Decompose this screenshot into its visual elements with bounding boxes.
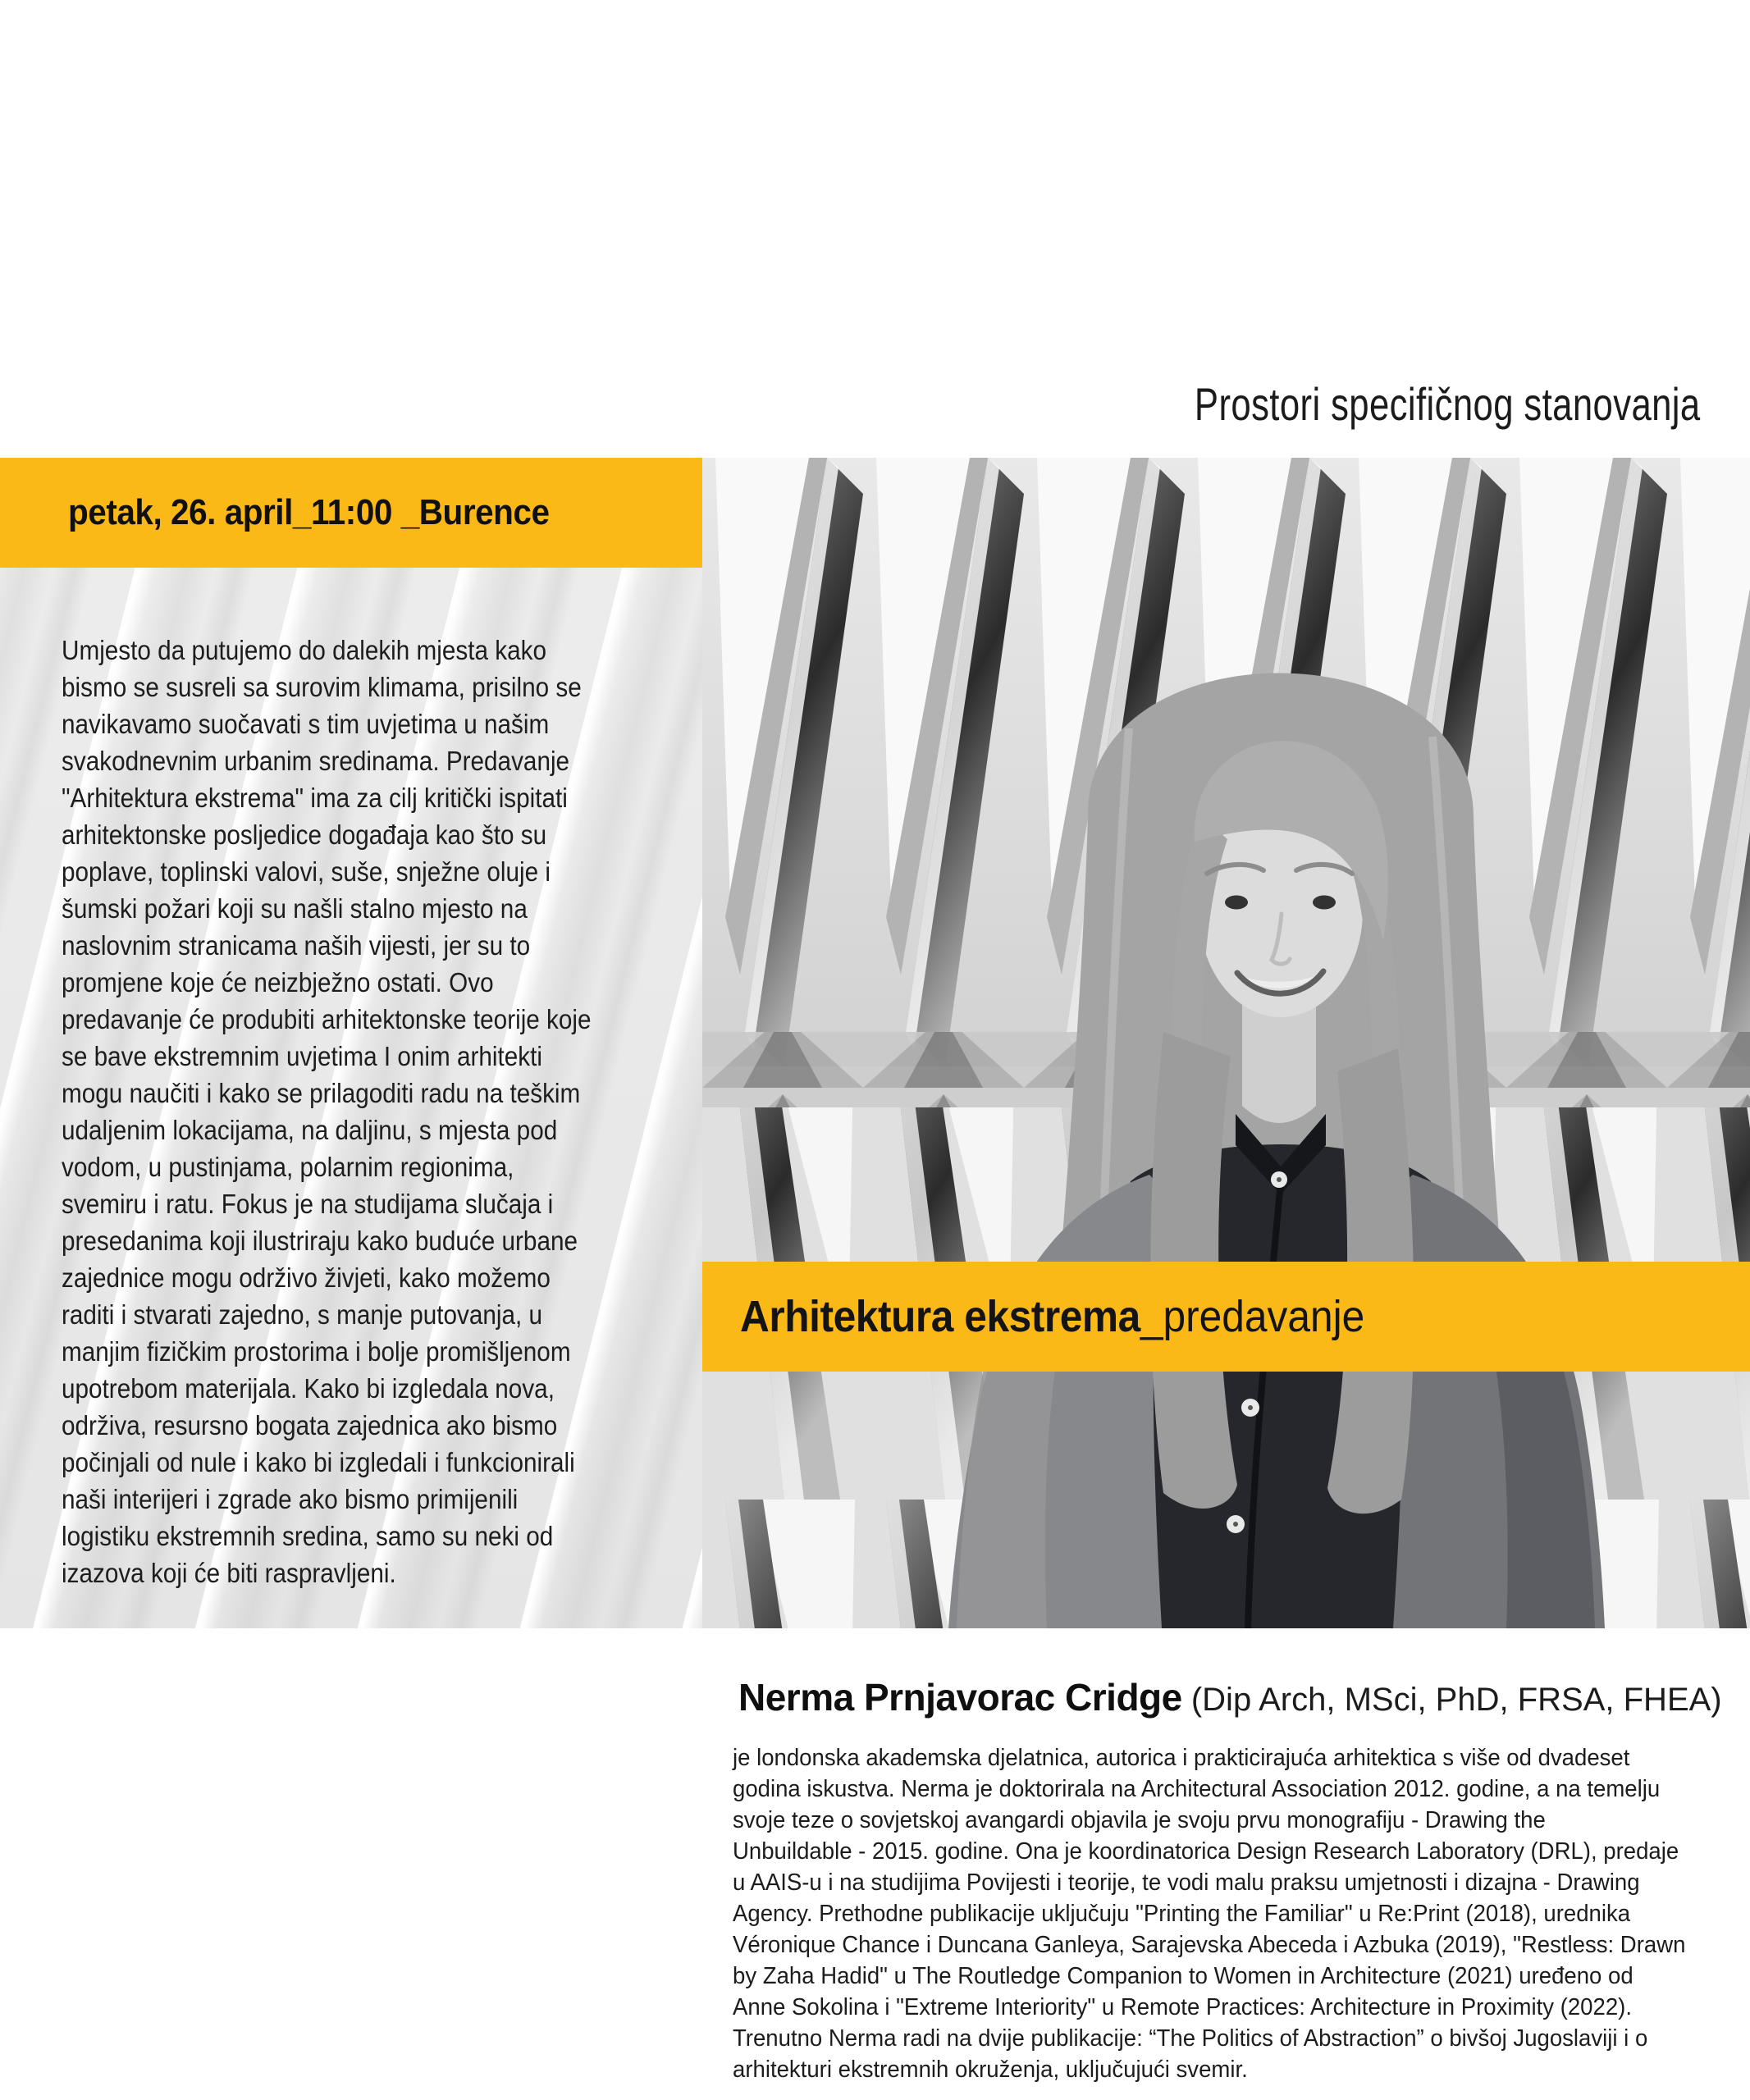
speaker-photo [702,458,1750,1628]
text-line: poplave, toplinski valovi, suše, snježne oluje i [62,856,551,887]
speaker-heading [738,1675,1722,1719]
text-line: svakodnevnim urbanim sredinama. Predavanje [62,746,570,776]
text-line: arhitektonske posljedice događaja kao što su [62,819,547,850]
text-line: zajednice mogu održivo živjeti, kako možemo [62,1262,551,1293]
text-line: Trenutno Nerma radi na dvije publikacije: “The Politics of Abstraction” o bivšoj Jugoslaviji i o [733,2025,1648,2052]
lecture-title-suffix: _predavanje [1140,1292,1365,1341]
speaker-credentials: (Dip Arch, MSci, PhD, FRSA, FHEA) [1181,1682,1722,1718]
lecture-title-band [702,1262,1750,1372]
text-line: izazova koji će biti raspravljeni. [62,1558,396,1588]
speaker-photo-illustration [702,458,1750,1628]
text-line: naslovnim stranicama naših vijesti, jer su to [62,930,531,961]
text-line: presedanima koji ilustriraju kako buduće urbane [62,1226,578,1256]
text-line: vodom, u pustinjama, polarnim regionima, [62,1152,514,1182]
text-line: "Arhitektura ekstrema" ima za cilj kritički ispitati [62,783,568,813]
speaker-name: Nerma Prnjavorac Cridge [738,1676,1182,1719]
text-line: svemiru i ratu. Fokus je na studijama slučaja i [62,1189,554,1219]
text-line: u AAIS-u i na studijima Povijesti i teorije, te vodi malu praksu umjetnosti i dizajna - Drawing [733,1869,1640,1896]
text-line: održiva, resursno bogata zajednica ako bismo [62,1410,558,1440]
series-title: Prostori specifičnog stanovanja [1195,378,1701,430]
text-line: raditi i stvarati zajedno, s manje putovanja, u [62,1299,543,1330]
text-line: Anne Sokolina i "Extreme Interiority" u Remote Practices: Architecture in Proximity (2022). [733,1994,1632,2020]
text-line: promjene koje će neizbježno ostati. Ovo [62,967,494,998]
text-line: upotrebom materijala. Kako bi izgledala nova, [62,1373,555,1404]
text-line: naši interijeri i zgrade ako bismo primijenili [62,1484,519,1514]
lecture-title [740,1262,1364,1372]
date-banner [0,458,702,568]
text-line: manjim fizičkim prostorima i bolje promišljenom [62,1336,571,1367]
left-column [0,458,702,1628]
text-line: navikavamo suočavati s tim uvjetima u našim [62,709,550,739]
text-line: šumski požari koji su našli stalno mjesto na [62,893,528,924]
text-line: Umjesto da putujemo do dalekih mjesta kako [62,635,547,665]
text-line: udaljenim lokacijama, na daljinu, s mjesta pod [62,1115,558,1145]
speaker-bio [733,1742,1685,2085]
text-line: logistiku ekstremnih sredina, samo su neki od [62,1521,554,1551]
text-line: se bave ekstremnim uvjetima I onim arhitekti [62,1041,542,1071]
text-line: arhitekturi ekstremnih okruženja, uključujući svemir. [733,2057,1248,2083]
lecture-title-bold: Arhitektura ekstrema [740,1292,1140,1341]
text-line: Unbuildable - 2015. godine. Ona je koordinatorica Design Research Laboratory (DRL), predaje [733,1838,1679,1865]
text-line: godina iskustva. Nerma je doktorirala na Architectural Association 2012. godine, a na temelju [733,1776,1661,1802]
text-line: je londonska akademska djelatnica, autorica i prakticirajuća arhitektica s više od dvadeset [733,1745,1630,1771]
text-line: svoje teze o sovjetskoj avangardi objavila je svoju prvu monografiju - Drawing the [733,1807,1546,1833]
text-line: Véronique Chance i Duncana Ganleya, Sarajevska Abeceda i Azbuka (2019), "Restless: Drawn [733,1932,1686,1958]
date-banner-label: petak, 26. april_11:00 _Burence [68,492,550,532]
text-line: Agency. Prethodne publikacije uključuju "Printing the Familiar" u Re:Print (2018), urednika [733,1901,1631,1927]
text-line: by Zaha Hadid" u The Routledge Companion to Women in Architecture (2021) uređeno od [733,1963,1633,1989]
text-line: počinjali od nule i kako bi izgledali i funkcionirali [62,1447,575,1477]
text-line: predavanje će produbiti arhitektonske teorije koje [62,1004,592,1034]
event-description [62,632,592,1591]
text-line: bismo se susreli sa surovim klimama, prisilno se [62,672,582,702]
text-line: mogu naučiti i kako se prilagoditi radu na teškim [62,1078,581,1108]
